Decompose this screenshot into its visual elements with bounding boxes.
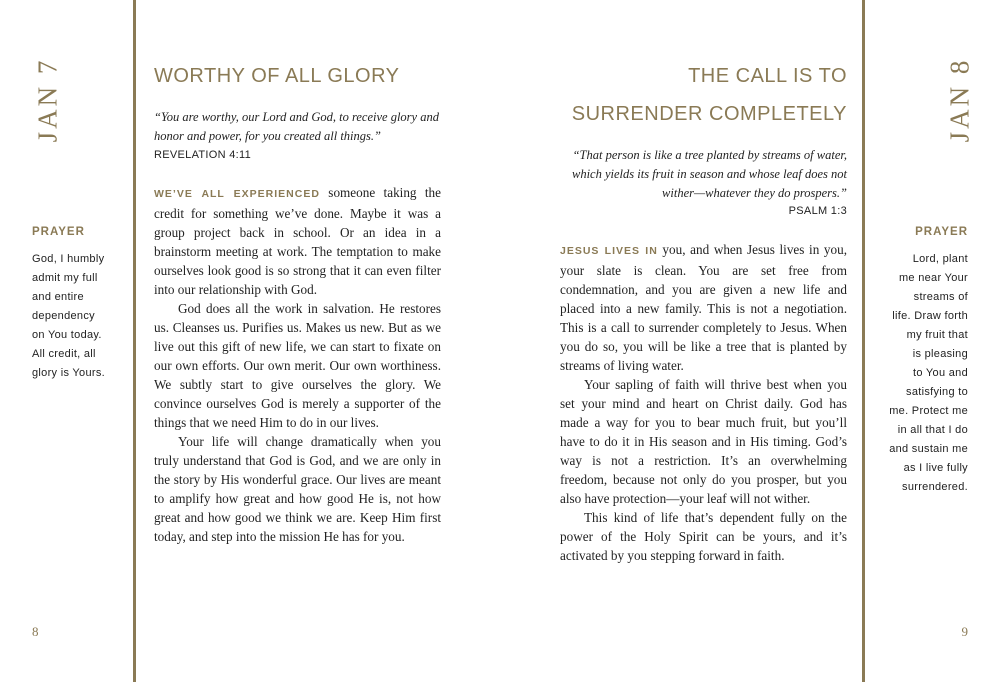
paragraph: JESUS LIVES IN you, and when Jesus lives in you, your slate is clean. You are set free from condemnation, and you are given a new life and placed into a new family. This is not a negotiation. This is a call to surrender completely to Jesus. When you do so, you will be like a tree that is planted by streams of living water. xyxy=(560,242,848,373)
paragraph: Your life will change dramatically when you truly understand that God is God, and we are only in the story by His wonderful grace. Our lives are meant to amplify how great and how good He is, not how great and how good we think we are. Keep Him first today, and step into the mission He has for you. xyxy=(154,434,441,544)
prayer-text: God, I humbly admit my full and entire dependency on You today. All credit, all glory is Yours. xyxy=(32,253,105,379)
margin-rule xyxy=(862,0,865,682)
page-number: 8 xyxy=(32,624,39,639)
scripture-verse: “That person is like a tree planted by streams of water, which yields its fruit in season and whose leaf does not wither—whatever they do prospers.” xyxy=(572,148,847,200)
devotion-body xyxy=(154,183,441,546)
paragraph: This kind of life that’s dependent fully on the power of the Holy Spirit can be yours, and it’s activated by you stepping forward in faith. xyxy=(560,510,847,563)
prayer-text: Lord, plant me near Your streams of life. Draw forth my fruit that is pleasing to You and satisfying to me. Protect me in all that I do and sustain me as I live fully surrendered. xyxy=(889,253,968,493)
paragraph: God does all the work in salvation. He restores us. Cleanses us. Purifies us. Makes us new. But as we live out this gift of new life, we can start to fixate on our own efforts. Our own merit. Our own worthiness. We subtly start to give ourselves the glory. We convince ourselves God is merely a supporter of the things that we need Him to do in our lives. xyxy=(154,301,441,430)
prayer-heading: PRAYER xyxy=(915,226,968,238)
scripture-verse: “You are worthy, our Lord and God, to receive glory and honor and power, for you created all things.” xyxy=(154,110,439,143)
devotion-title: THE CALL IS TO SURRENDER COMPLETELY xyxy=(571,65,847,125)
scripture-reference: PSALM 1:3 xyxy=(788,205,847,217)
prayer-heading: PRAYER xyxy=(32,226,85,238)
paragraph: Your sapling of faith will thrive best when you set your mind and heart on Christ daily. God has made a way for you to bear much fruit, but you’ll have to do it in His season and in His timing. God’s way is not a restriction. It’s an overwhelming freedom, because not only do you prosper, but you also have protection—your leaf will not wither. xyxy=(560,377,847,506)
lead-in: JESUS LIVES IN xyxy=(560,245,658,257)
lead-in: WE’VE ALL EXPERIENCED xyxy=(154,188,320,200)
paragraph: WE’VE ALL EXPERIENCED someone taking the credit for something we’ve done. Maybe it was a group project back in school. Or an idea in a brainstorm meeting at work. The temptation to make ourselves look good is so strong that it can even filter into our relationship with God. xyxy=(154,185,442,297)
date-label: JAN 8 xyxy=(944,57,975,143)
devotion-title: WORTHY OF ALL GLORY xyxy=(154,65,400,87)
margin-rule xyxy=(133,0,136,682)
date-label: JAN 7 xyxy=(32,57,63,143)
page-number: 9 xyxy=(961,624,968,639)
devotion-body xyxy=(560,240,847,565)
scripture-reference: REVELATION 4:11 xyxy=(154,149,252,161)
